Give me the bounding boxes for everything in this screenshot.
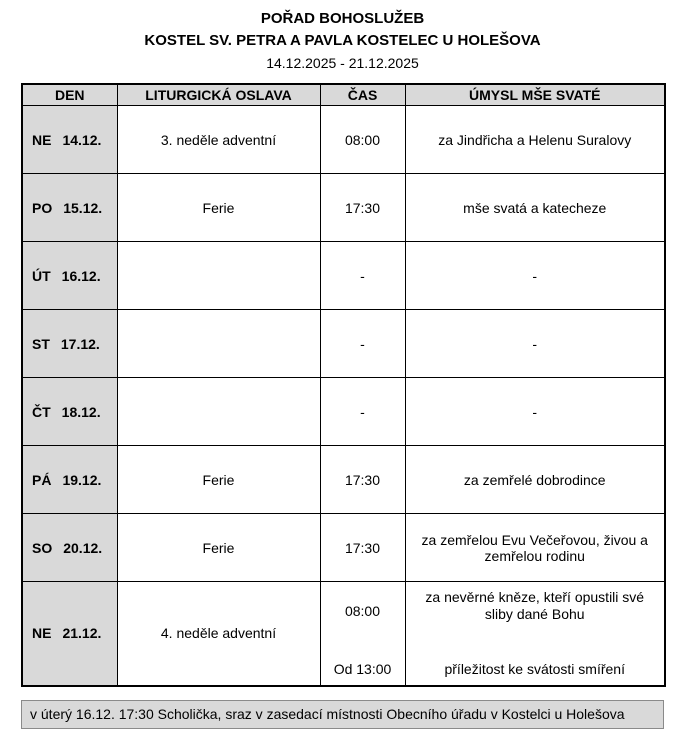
table-row: [22, 446, 665, 514]
footer-note: v úterý 16.12. 17:30 Scholička, sraz v zasedací místnosti Obecního úřadu v Kostelci u Holešova: [21, 700, 664, 730]
day-abbr: SO: [32, 539, 53, 556]
time-second: Od 13:00: [333, 661, 392, 678]
day-date: 20.12.: [63, 539, 103, 556]
day-cell: [22, 106, 117, 174]
table-row: [22, 310, 665, 378]
table-row: [22, 378, 665, 446]
celebration-cell: [117, 310, 320, 378]
day-date: 19.12.: [62, 471, 102, 488]
table-row: [22, 242, 665, 310]
intention-cell: -: [405, 378, 665, 446]
celebration-cell: 3. neděle adventní: [117, 106, 320, 174]
intention-cell: mše svatá a katecheze: [405, 174, 665, 242]
day-cell: [22, 514, 117, 582]
table-header-row: [22, 84, 665, 106]
day-cell: [22, 446, 117, 514]
celebration-cell: [117, 242, 320, 310]
date-range: 14.12.2025 - 21.12.2025: [266, 54, 419, 71]
time-cell: [320, 582, 405, 686]
intention-stack: [406, 583, 665, 683]
time-first: 08:00: [344, 603, 381, 620]
table-row: [22, 106, 665, 174]
day-abbr: PO: [32, 199, 53, 216]
document-title: POŘAD BOHOSLUŽEB: [260, 10, 425, 27]
intention-cell: za Jindřicha a Helenu Suralovy: [405, 106, 665, 174]
day-cell: [22, 174, 117, 242]
day-cell: [22, 378, 117, 446]
church-name: KOSTEL SV. PETRA A PAVLA KOSTELEC U HOLEŠOVA: [144, 31, 541, 49]
time-cell: 17:30: [320, 446, 405, 514]
day-abbr: NE: [32, 625, 52, 642]
celebration-cell: 4. neděle adventní: [117, 582, 320, 686]
intention-cell: za zemřelé dobrodince: [405, 446, 665, 514]
day-date: 14.12.: [62, 131, 102, 148]
column-header-cas: ČAS: [320, 84, 405, 106]
celebration-cell: [117, 378, 320, 446]
day-abbr: ÚT: [32, 267, 51, 284]
intention-cell: -: [405, 310, 665, 378]
day-abbr: NE: [32, 131, 52, 148]
day-cell: [22, 242, 117, 310]
time-stack: [321, 583, 405, 683]
document-header: [21, 8, 664, 71]
column-header-liturgicka-oslava: LITURGICKÁ OSLAVA: [117, 84, 320, 106]
day-cell: [22, 310, 117, 378]
intention-first: za nevěrné kněze, kteří opustili své sliby dané Bohu: [425, 589, 645, 623]
time-cell: 17:30: [320, 174, 405, 242]
schedule-table: [21, 83, 666, 687]
intention-cell: za zemřelou Evu Večeřovou, živou a zemřelou rodinu: [405, 514, 665, 582]
table-row: [22, 514, 665, 582]
time-cell: -: [320, 310, 405, 378]
day-abbr: ČT: [32, 403, 51, 420]
table-row: [22, 582, 665, 686]
table-row: [22, 174, 665, 242]
day-date: 15.12.: [63, 199, 103, 216]
intention-cell: [405, 582, 665, 686]
day-date: 21.12.: [62, 625, 102, 642]
time-cell: 08:00: [320, 106, 405, 174]
intention-cell: -: [405, 242, 665, 310]
time-cell: -: [320, 242, 405, 310]
time-cell: -: [320, 378, 405, 446]
day-abbr: ST: [32, 335, 50, 352]
intention-second: příležitost ke svátosti smíření: [444, 661, 625, 678]
day-date: 16.12.: [61, 267, 101, 284]
celebration-cell: Ferie: [117, 446, 320, 514]
day-cell: [22, 582, 117, 686]
column-header-umysl: ÚMYSL MŠE SVATÉ: [405, 84, 665, 106]
celebration-cell: Ferie: [117, 174, 320, 242]
day-date: 17.12.: [60, 335, 100, 352]
celebration-cell: Ferie: [117, 514, 320, 582]
column-header-den: DEN: [22, 84, 117, 106]
time-cell: 17:30: [320, 514, 405, 582]
day-date: 18.12.: [61, 403, 101, 420]
day-abbr: PÁ: [32, 471, 52, 488]
